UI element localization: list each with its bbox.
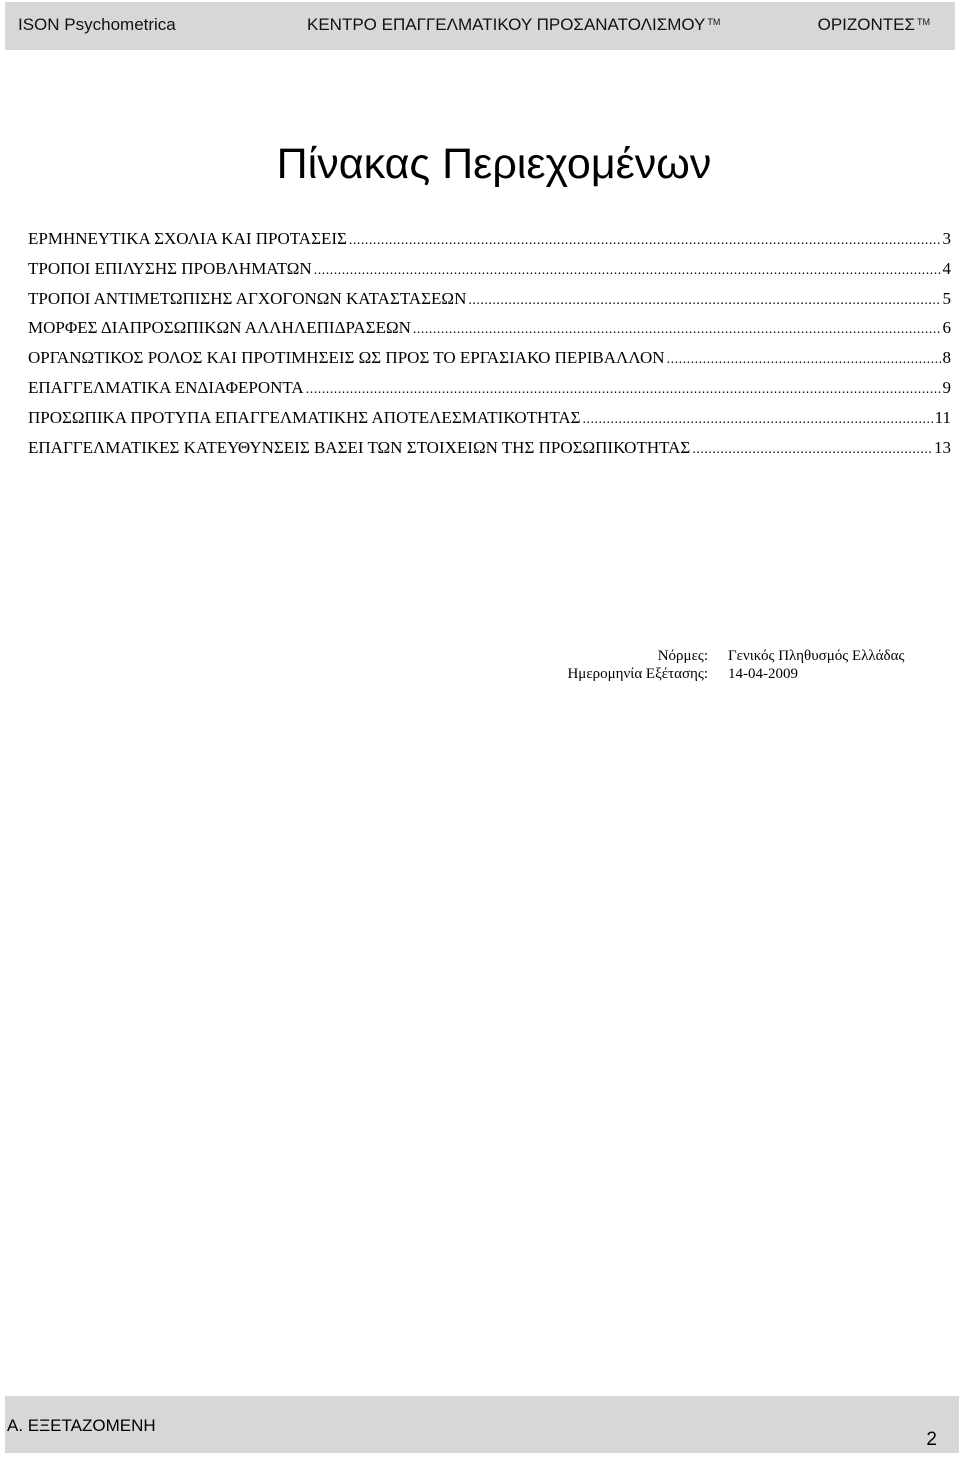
toc-dot-leader: [583, 412, 933, 428]
toc-entry-page: 11: [934, 407, 951, 427]
toc-entry-label: ΠΡΟΣΩΠΙΚΑ ΠΡΟΤΥΠΑ ΕΠΑΓΓΕΛΜΑΤΙΚΗΣ ΑΠΟΤΕΛΕΣΜΑΤΙΚΟΤΗΤΑΣ: [28, 407, 581, 427]
toc-entry[interactable]: [28, 408, 951, 438]
toc-entry[interactable]: [28, 318, 951, 348]
toc-entry-label: ΟΡΓΑΝΩΤΙΚΟΣ ΡΟΛΟΣ ΚΑΙ ΠΡΟΤΙΜΗΣΕΙΣ ΩΣ ΠΡΟΣ ΤΟ ΕΡΓΑΣΙΑΚΟ ΠΕΡΙΒΑΛΛΟΝ: [28, 348, 665, 368]
toc-dot-leader: [349, 233, 941, 249]
header-product-trademark: TM: [917, 17, 930, 27]
toc-dot-leader: [314, 263, 941, 279]
toc-entry[interactable]: [28, 348, 951, 378]
footer-section-label: Α. ΕΞΕΤΑΖΟΜΕΝΗ: [7, 1416, 156, 1435]
toc-entry-label: ΤΡΟΠΟΙ ΕΠΙΛΥΣΗΣ ΠΡΟΒΛΗΜΑΤΩΝ: [28, 258, 312, 278]
footer-page-number: 2: [926, 1429, 937, 1450]
toc-entry[interactable]: [28, 229, 951, 259]
toc-entry-label: ΜΟΡΦΕΣ ΔΙΑΠΡΟΣΩΠΙΚΩΝ ΑΛΛΗΛΕΠΙΔΡΑΣΕΩΝ: [28, 318, 411, 338]
toc-entry-page: 13: [934, 437, 951, 457]
header-company: ISON Psychometrica: [18, 15, 176, 34]
toc-entry[interactable]: [28, 438, 951, 468]
norms-row: [540, 647, 904, 665]
table-of-contents: [28, 229, 951, 467]
toc-entry-page: 5: [942, 288, 951, 308]
toc-dot-leader: [667, 352, 941, 368]
norms-label: Νόρμες:: [657, 648, 708, 664]
header-center-title: [307, 15, 720, 35]
exam-date-row: [540, 665, 904, 683]
header-center-text: ΚΕΝΤΡΟ ΕΠΑΓΓΕΛΜΑΤΙΚΟΥ ΠΡΟΣΑΝΑΤΟΛΙΣΜΟΥ: [307, 15, 706, 34]
toc-entry-page: 3: [942, 229, 951, 248]
page-title: Πίνακας Περιεχομένων: [276, 140, 712, 188]
exam-info: [540, 647, 904, 683]
header-center-trademark: TM: [707, 17, 721, 27]
toc-entry-page: 9: [942, 377, 951, 397]
toc-entry[interactable]: [28, 378, 951, 408]
exam-date-value: 14-04-2009: [728, 666, 798, 682]
header-product-text: ΟΡΙΖΟΝΤΕΣ: [817, 15, 915, 34]
toc-dot-leader: [468, 293, 940, 309]
toc-dot-leader: [413, 322, 941, 338]
toc-entry-label: ΕΠΑΓΓΕΛΜΑΤΙΚΑ ΕΝΔΙΑΦΕΡΟΝΤΑ: [28, 377, 304, 397]
toc-entry-page: 6: [942, 318, 951, 338]
toc-entry-label: ΤΡΟΠΟΙ ΑΝΤΙΜΕΤΩΠΙΣΗΣ ΑΓΧΟΓΟΝΩΝ ΚΑΤΑΣΤΑΣΕΩΝ: [28, 288, 467, 308]
toc-entry-label: ΕΡΜΗΝΕΥΤΙΚΑ ΣΧΟΛΙΑ ΚΑΙ ΠΡΟΤΑΣΕΙΣ: [28, 229, 347, 248]
toc-entry[interactable]: [28, 289, 951, 319]
exam-date-label: Ημερομηνία Εξέτασης:: [567, 666, 708, 682]
page-header: [5, 2, 955, 50]
toc-dot-leader: [692, 442, 932, 458]
toc-entry[interactable]: [28, 259, 951, 289]
toc-entry-page: 4: [942, 258, 951, 278]
toc-entry-page: 8: [942, 348, 951, 368]
norms-value: Γενικός Πληθυσμός Ελλάδας: [728, 648, 905, 664]
toc-entry-label: ΕΠΑΓΓΕΛΜΑΤΙΚΕΣ ΚΑΤΕΥΘΥΝΣΕΙΣ ΒΑΣΕΙ ΤΩΝ ΣΤΟΙΧΕΙΩΝ ΤΗΣ ΠΡΟΣΩΠΙΚΟΤΗΤΑΣ: [28, 437, 691, 457]
page-footer: [5, 1396, 959, 1453]
toc-dot-leader: [306, 382, 941, 398]
header-product: [818, 15, 930, 35]
